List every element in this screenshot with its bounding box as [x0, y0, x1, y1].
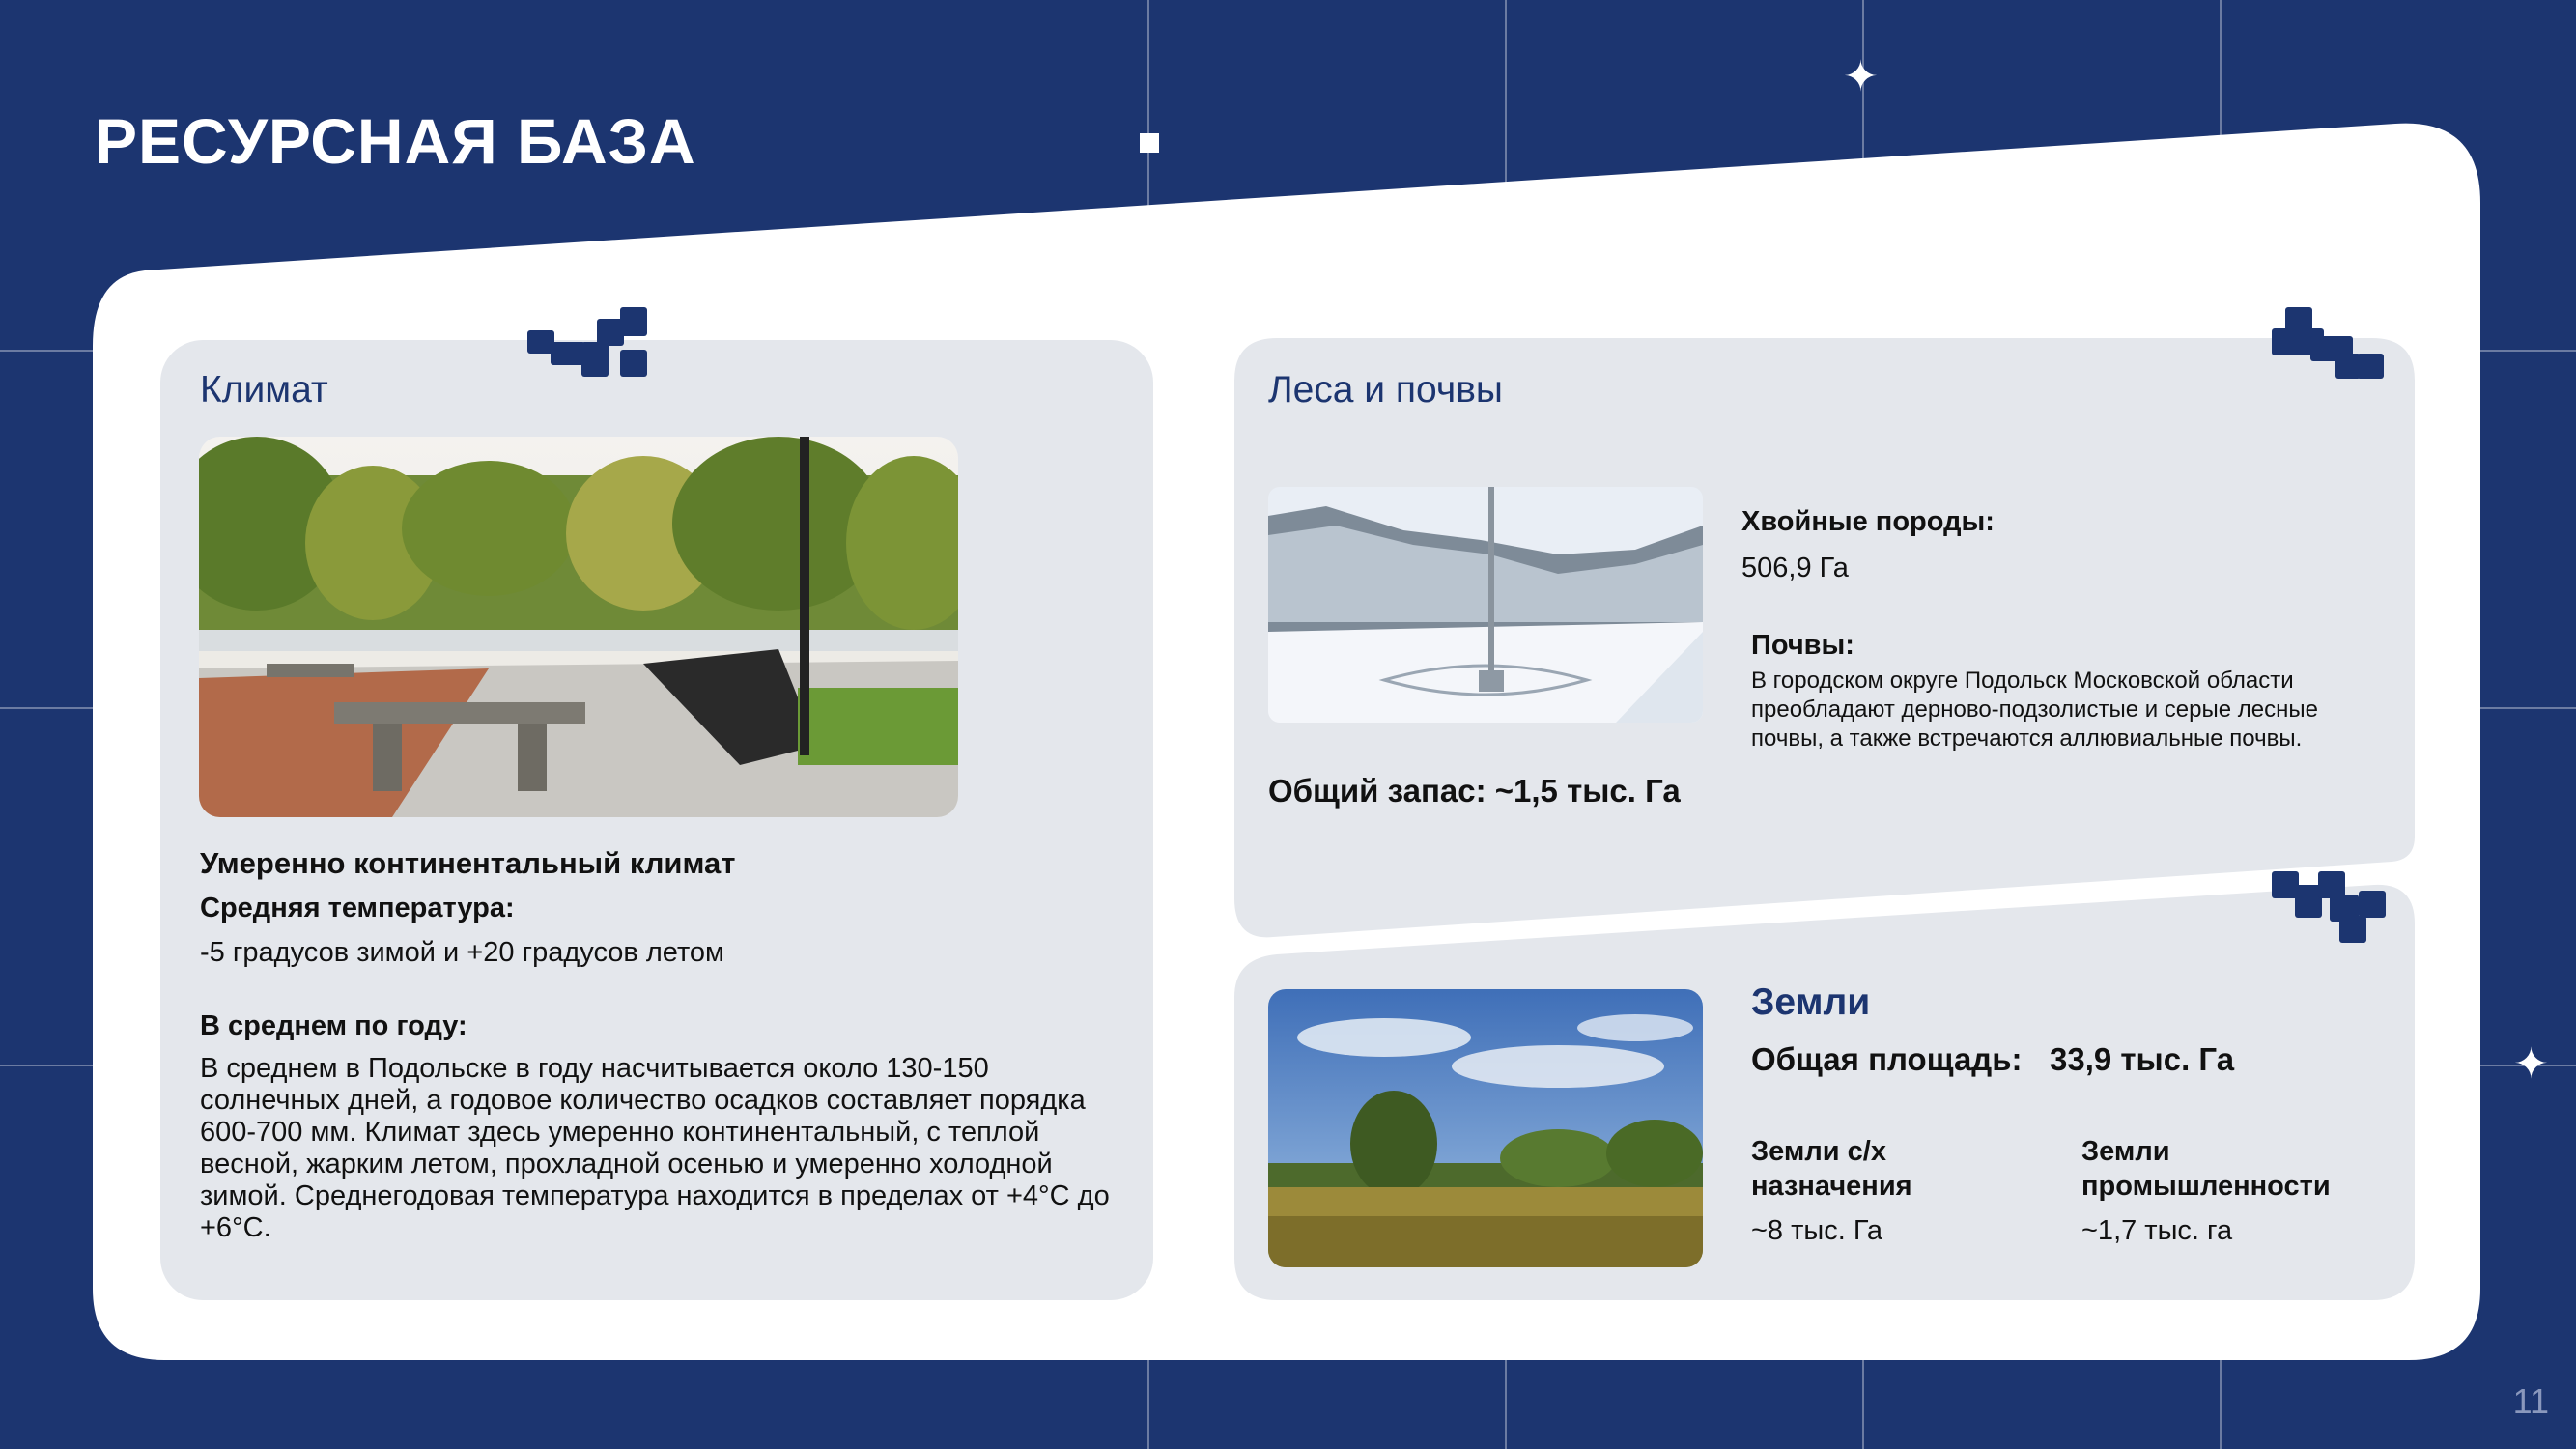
- climate-type: Умеренно континентальный климат: [200, 846, 736, 880]
- conifer-label: Хвойные породы:: [1741, 506, 1995, 537]
- lands-total-label: Общая площадь:: [1751, 1041, 2023, 1077]
- soils-text: В городском округе Подольск Московской области преобладают дерново-подзолистые и серые лесные почвы, а также встречаются аллювиальные почвы.: [1751, 668, 2318, 752]
- soils-label: Почвы:: [1751, 630, 1854, 661]
- lands-title: Земли: [1751, 981, 1871, 1023]
- conifer-value: 506,9 Га: [1741, 553, 1849, 583]
- forests-title: Леса и почвы: [1268, 369, 1503, 411]
- industry-land-label: Земли промышленности: [2081, 1136, 2331, 1202]
- sparkle-icon: ✦: [2513, 1040, 2549, 1088]
- yearly-label: В среднем по году:: [200, 1010, 467, 1041]
- avg-temp-label: Средняя температура:: [200, 893, 515, 923]
- page-number: 11: [2512, 1381, 2549, 1421]
- sparkle-icon: ✦: [1843, 53, 1879, 100]
- checker-pattern-icon: [527, 307, 647, 377]
- climate-title: Климат: [200, 369, 328, 411]
- avg-temp-value: -5 градусов зимой и +20 градусов летом: [200, 937, 724, 968]
- page-title: РЕСУРСНАЯ БАЗА: [95, 105, 696, 177]
- winter-forest-photo: [1268, 487, 1703, 723]
- industry-land-value: ~1,7 тыс. га: [2081, 1215, 2233, 1246]
- lands-total-value: 33,9 тыс. Га: [2050, 1041, 2235, 1077]
- checker-pattern-icon: [2272, 871, 2386, 943]
- park-photo: [199, 437, 958, 817]
- agri-land-label: Земли с/х назначения: [1751, 1136, 1912, 1202]
- agri-land-value: ~8 тыс. Га: [1751, 1215, 1883, 1246]
- checker-pattern-icon: [2272, 307, 2384, 379]
- total-stock: Общий запас: ~1,5 тыс. Га: [1268, 773, 1681, 809]
- meadow-photo: [1268, 989, 1703, 1267]
- yearly-text: В среднем в Подольске в году насчитывается около 130-150 солнечных дней, а годовое количество осадков составляет порядка 600-700 мм. Климат здесь умеренно континентальный, с теплой весной, жарким летом, прохладной осенью и умеренно холодной зимой. Среднегодовая температура находится в пределах от +4°С до +6°С.: [200, 1053, 1110, 1243]
